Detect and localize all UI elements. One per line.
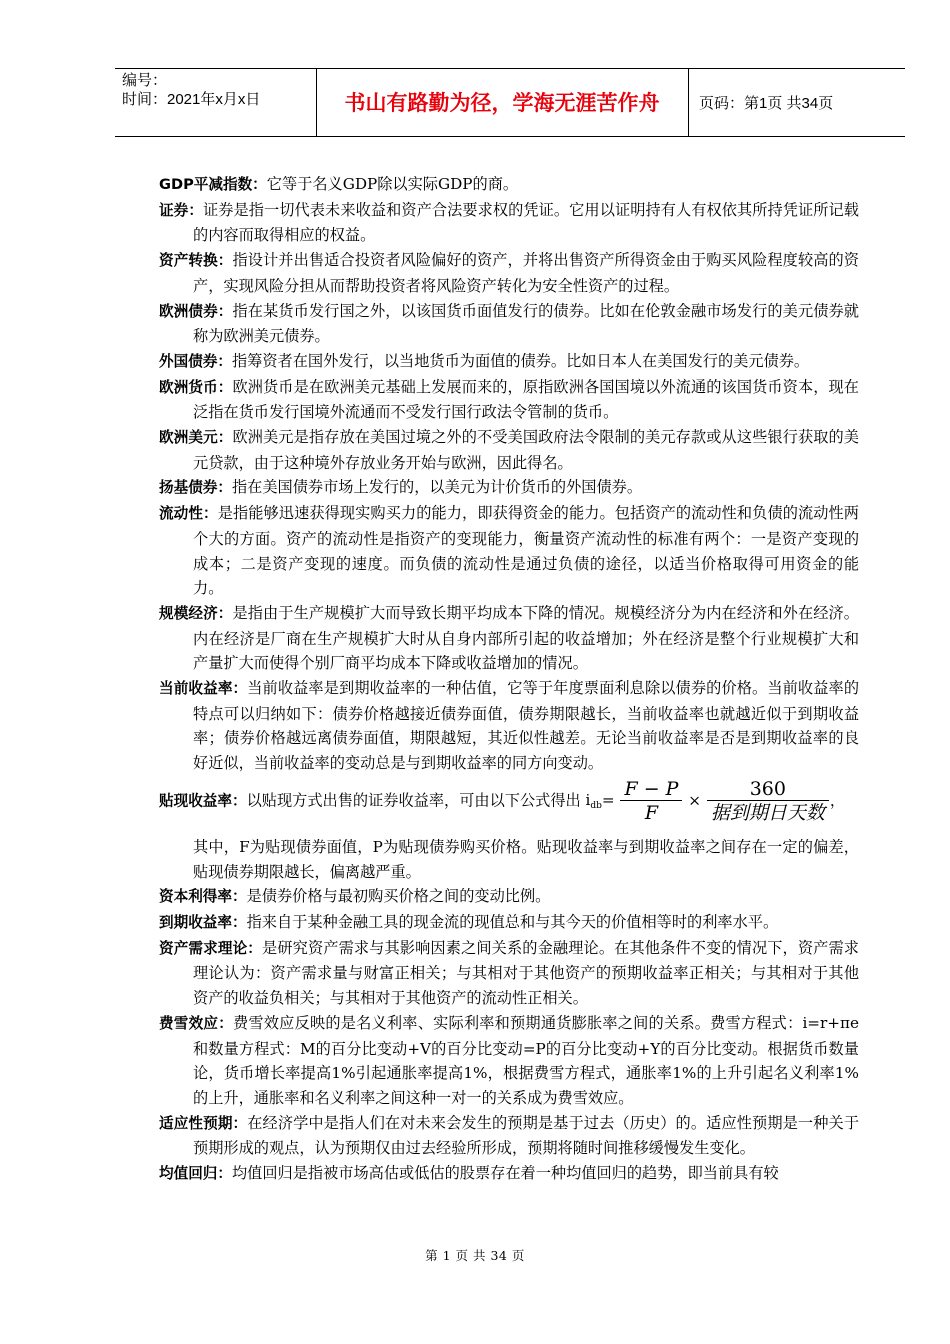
formula-denominator: 据到期日天数 xyxy=(710,801,825,824)
entry-term: 贴现收益率： xyxy=(159,792,247,810)
glossary-entry xyxy=(159,172,859,198)
glossary-entry xyxy=(159,375,859,425)
glossary-entry xyxy=(159,676,859,776)
glossary-entry xyxy=(159,425,859,475)
glossary-entry xyxy=(159,248,859,298)
glossary-entry xyxy=(159,198,859,248)
glossary-entry xyxy=(159,475,859,501)
entry-term: 适应性预期： xyxy=(159,1114,248,1132)
entry-term: 费雪效应： xyxy=(159,1014,233,1032)
entry-definition: 证券是指一切代表未来收益和资产合法要求权的凭证。它用以证明持有人有权依其所持凭证所记载的内容而取得相应的权益。 xyxy=(193,200,859,245)
formula-numerator: F − P xyxy=(620,778,682,801)
entry-definition: 它等于名义GDP除以实际GDP的商。 xyxy=(266,175,519,193)
document-number-label: 编号： xyxy=(122,72,168,89)
entry-term: 扬基债券： xyxy=(159,479,232,497)
entry-definition: 在经济学中是指人们在对未来会发生的预期是基于过去（历史）的。适应性预期是一种关于预期形成的观点，认为预期仅由过去经验所形成，预期将随时间推移缓慢发生变化。 xyxy=(193,1113,859,1158)
entry-definition: 以贴现方式出售的证券收益率，可由以下公式得出 xyxy=(246,791,581,810)
entry-term: 到期收益率： xyxy=(159,913,247,931)
formula-explanation: 其中，F为贴现债券面值，P为贴现债券购买价格。贴现收益率与到期收益率之间存在一定的偏差，贴现债券期限越长，偏离越严重。 xyxy=(193,837,859,881)
header-page-info: 页码：第1页 共34页 xyxy=(699,94,834,112)
header-divider-right xyxy=(688,68,689,136)
formula-times-sign: × xyxy=(688,791,702,810)
formula-tail: ， xyxy=(829,791,846,810)
entry-term: 欧洲货币： xyxy=(159,378,233,396)
glossary-entry xyxy=(159,1011,859,1111)
entry-definition: 欧洲货币是在欧洲美元基础上发展而来的，原指欧洲各国国境以外流通的该国货币资本，现在泛指在货币发行国境外流通而不受发行国行政法令管制的货币。 xyxy=(193,377,859,422)
formula-numerator: 360 xyxy=(707,778,829,801)
formula-yield-symbol: $i_{db}=$ xyxy=(585,791,615,812)
header-meta xyxy=(122,71,260,109)
entry-definition: 当前收益率是到期收益率的一种估值，它等于年度票面利息除以债券的价格。当前收益率的特点可以归纳如下：债券价格越接近债券面值，债券期限越长，当前收益率也就越近似于到期收益率；债券价格越远离债券面值，期限越短，其近似性越差。无论当前收益率是否是到期收益率的良好近似，当前收益率的变动总是与到期收益率的同方向变动。 xyxy=(193,679,859,773)
glossary-entry xyxy=(159,501,859,601)
formula-denominator: F xyxy=(644,801,659,824)
entry-term: 资产转换： xyxy=(159,252,233,270)
header-motto: 书山有路勤为径，学海无涯苦作舟 xyxy=(344,91,660,115)
entry-definition: 是债券价格与最初购买价格之间的变动比例。 xyxy=(246,887,551,906)
entry-definition: 是指能够迅速获得现实购买力的能力，即获得资金的能力。包括资产的流动性和负债的流动性两个大的方面。资产的流动性是指资产的变现能力，衡量资产流动性的标准有两个：一是资产变现的成本；二是资产变现的速度。而负债的流动性是通过负债的途径，以适当价格取得可用资金的能力。 xyxy=(193,504,859,598)
entry-term: 流动性： xyxy=(159,505,218,523)
entry-term: 欧洲美元： xyxy=(159,429,233,447)
entry-term: 当前收益率： xyxy=(159,680,248,698)
glossary-entry xyxy=(159,601,859,676)
header-bottom-rule xyxy=(115,136,905,137)
glossary-entry xyxy=(159,884,859,910)
document-time-label: 时间：2021年x月x日 xyxy=(122,91,261,108)
glossary-entry xyxy=(159,1111,859,1161)
entry-definition: 是指由于生产规模扩大而导致长期平均成本下降的情况。规模经济分为内在经济和外在经济。内在经济是厂商在生产规模扩大时从自身内部所引起的收益增加；外在经济是整个行业规模扩大和产量扩大而使得个别厂商平均成本下降或收益增加的情况。 xyxy=(193,603,859,673)
glossary-body xyxy=(159,172,859,1187)
formula-fraction-price xyxy=(620,778,682,825)
glossary-entry xyxy=(159,299,859,349)
page-footer: 第 1 页 共 34 页 xyxy=(425,1248,525,1263)
entry-term: 证券： xyxy=(159,201,203,219)
entry-term: 外国债券： xyxy=(159,352,232,370)
entry-term: 资本利得率： xyxy=(159,888,247,906)
entry-term: 规模经济： xyxy=(159,604,233,622)
page-header xyxy=(115,68,905,136)
entry-definition: 指来自于某种金融工具的现金流的现值总和与其今天的价值相等时的利率水平。 xyxy=(246,912,779,931)
entry-definition: 指设计并出售适合投资者风险偏好的资产，并将出售资产所得资金由于购买风险程度较高的资产，实现风险分担从而帮助投资者将风险资产转化为安全性资产的过程。 xyxy=(193,251,859,295)
glossary-entry xyxy=(159,936,859,1011)
glossary-entry xyxy=(159,349,859,375)
entry-definition: 欧洲美元是指存放在美国过境之外的不受美国政府法令限制的美元存款或从这些银行获取的美元贷款，由于这种境外存放业务开始与欧洲，因此得名。 xyxy=(193,428,859,472)
glossary-entry xyxy=(159,1161,859,1187)
discount-yield-entry xyxy=(159,778,859,825)
entry-definition: 均值回归是指被市场高估或低估的股票存在着一种均值回归的趋势，即当前具有较 xyxy=(231,1164,779,1183)
glossary-entry xyxy=(159,910,859,936)
entry-definition: 指在某货币发行国之外，以该国货币面值发行的债券。比如在伦敦金融市场发行的美元债券就称为欧洲美元债券。 xyxy=(193,301,859,346)
entry-definition: 是研究资产需求与其影响因素之间关系的金融理论。在其他条件不变的情况下，资产需求理论认为：资产需求量与财富正相关；与其相对于其他资产的预期收益率正相关；与其相对于其他资产的收益负相关；与其相对于其他资产的流动性正相关。 xyxy=(193,938,859,1008)
entry-definition: 指在美国债券市场上发行的，以美元为计价货币的外国债券。 xyxy=(231,478,643,497)
entry-definition: 指筹资者在国外发行，以当地货币为面值的债券。比如日本人在美国发行的美元债券。 xyxy=(231,351,810,370)
entry-term: GDP平减指数： xyxy=(159,176,267,193)
entry-term: 均值回归： xyxy=(159,1165,232,1183)
entry-term: 资产需求理论： xyxy=(159,939,263,957)
formula-fraction-days xyxy=(707,778,829,825)
entry-definition: 费雪效应反映的是名义利率、实际利率和预期通货膨胀率之间的关系。费雪方程式：i=r+πe和数量方程式：M的百分比变动+V的百分比变动=P的百分比变动+Y的百分比变动。根据货币数量论，货币增长率提高1%引起通胀率提高1%，根据费雪方程式，通胀率1%的上升引起名义利率1%的上升，通胀率和名义利率之间这种一对一的关系成为费雪效应。 xyxy=(193,1013,859,1107)
entry-term: 欧洲债券： xyxy=(159,302,233,320)
